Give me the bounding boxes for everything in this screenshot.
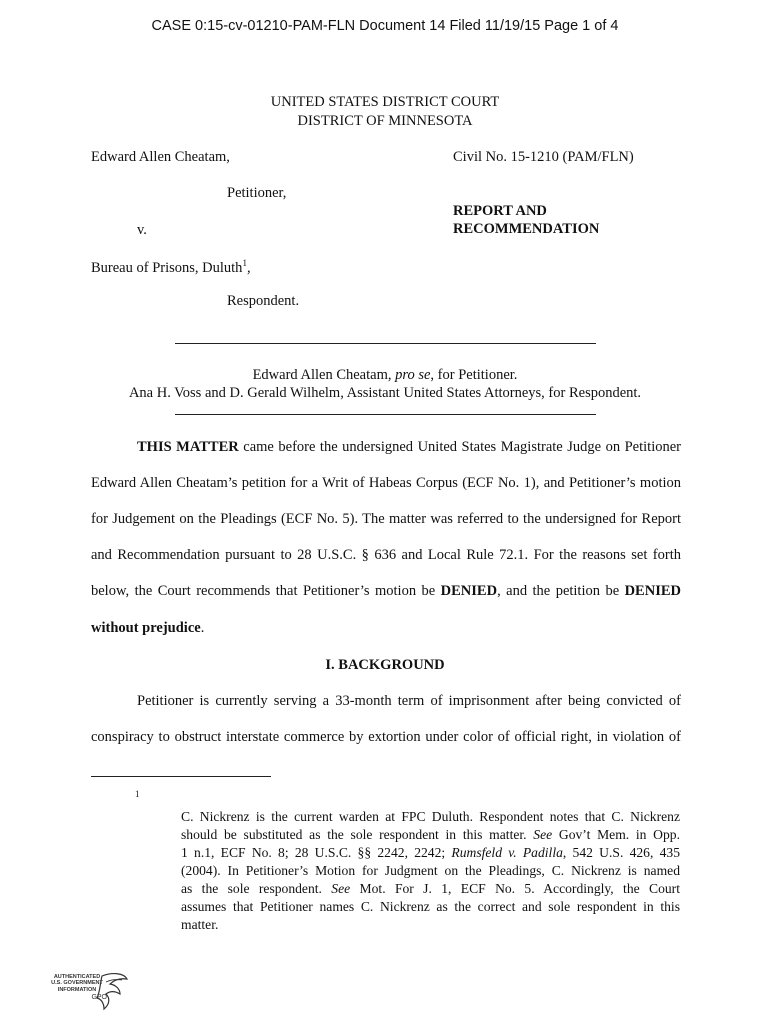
- paragraph-line: and Recommendation pursuant to 28 U.S.C. § 636 and Local Rule 72.1. For the reasons set forth: [91, 547, 681, 563]
- document-title-line1: REPORT AND: [453, 203, 547, 219]
- separator-rule: [175, 343, 596, 344]
- case-header: CASE 0:15-cv-01210-PAM-FLN Document 14 Filed 11/19/15 Page 1 of 4: [151, 18, 619, 34]
- footnote-line: C. Nickrenz is the current warden at FPC Duluth. Respondent notes that C. Nickrenz: [181, 809, 680, 824]
- gpo-authentication-seal: AUTHENTICATED U.S. GOVERNMENT INFORMATION GPO: [40, 970, 135, 1015]
- separator-rule: [175, 414, 596, 415]
- petitioner-name: Edward Allen Cheatam,: [91, 149, 230, 165]
- footnote-line: assumes that Petitioner names C. Nickrenz as the correct and sole respondent in this: [181, 899, 680, 914]
- paragraph-line: conspiracy to obstruct interstate commerce by extortion under color of official right, in violation of: [91, 729, 681, 745]
- respondent-name: Bureau of Prisons, Duluth$^1$,: [91, 258, 251, 276]
- footnote-line: as the sole respondent. See Mot. For J. 1, ECF No. 5. Accordingly, the Court: [181, 881, 680, 896]
- petitioner-role: Petitioner,: [227, 185, 287, 201]
- footnote-line: matter.: [181, 917, 219, 932]
- footnote-number: 1: [135, 789, 140, 799]
- paragraph-line: below, the Court recommends that Petitioner’s motion be DENIED, and the petition be DENIED: [91, 583, 681, 599]
- court-name: UNITED STATES DISTRICT COURT: [270, 94, 500, 110]
- footnote-mark: 1: [242, 258, 247, 268]
- paragraph-line: for Judgement on the Pleadings (ECF No. 5). The matter was referred to the undersigned for Report: [91, 511, 681, 527]
- civil-number: Civil No. 15-1210 (PAM/FLN): [453, 149, 634, 165]
- footnote-text: [181, 808, 680, 934]
- paragraph-line: Edward Allen Cheatam’s petition for a Writ of Habeas Corpus (ECF No. 1), and Petitioner’s motion: [91, 475, 681, 491]
- appearance-respondent: Ana H. Voss and D. Gerald Wilhelm, Assistant United States Attorneys, for Respondent.: [128, 385, 642, 401]
- document-title-line2: RECOMMENDATION: [453, 221, 600, 237]
- appearance-petitioner: Edward Allen Cheatam, pro se, for Petitioner.: [252, 367, 518, 383]
- footnote-rule: [91, 776, 271, 777]
- paragraph-line: THIS MATTER came before the undersigned United States Magistrate Judge on Petitioner: [137, 439, 681, 455]
- footnote-line: (2004). In Petitioner’s Motion for Judgment on the Pleadings, C. Nickrenz is named: [181, 863, 680, 878]
- paragraph-line: Petitioner is currently serving a 33-month term of imprisonment after being convicted of: [137, 693, 681, 709]
- paragraph-line: without prejudice.: [91, 620, 205, 636]
- section-heading: I. BACKGROUND: [325, 657, 445, 673]
- footnote-line: 1 n.1, ECF No. 8; 28 U.S.C. §§ 2242, 2242; Rumsfeld v. Padilla, 542 U.S. 426, 435: [181, 845, 680, 860]
- court-district: DISTRICT OF MINNESOTA: [297, 113, 473, 129]
- versus: v.: [137, 222, 147, 238]
- respondent-role: Respondent.: [227, 293, 300, 309]
- footnote-line: should be substituted as the sole respondent in this matter. See Gov’t Mem. in Opp.: [181, 827, 680, 842]
